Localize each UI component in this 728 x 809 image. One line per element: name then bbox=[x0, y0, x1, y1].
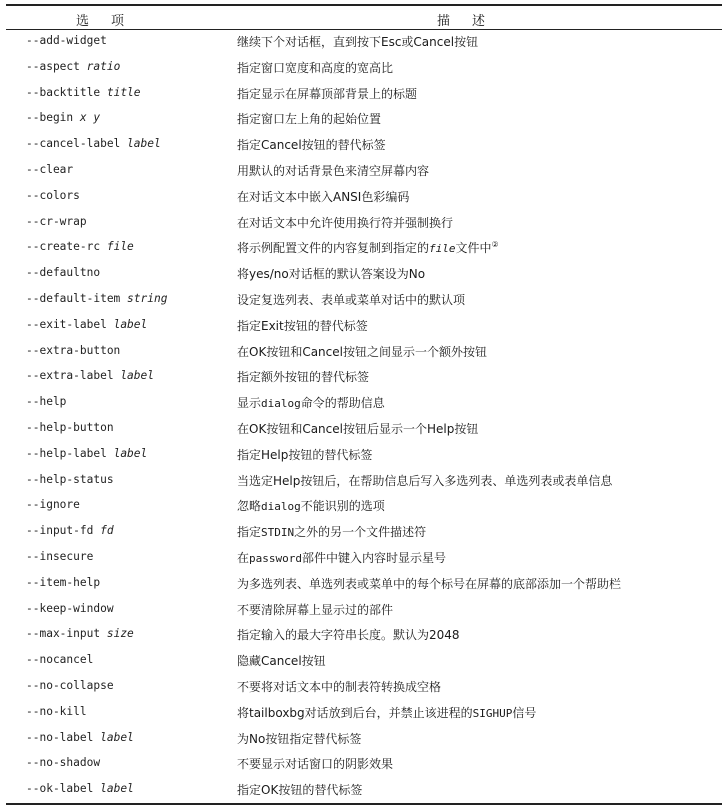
description-text: 在OK按钮和Cancel按钮后显示一个Help按钮 bbox=[237, 421, 479, 436]
table-row bbox=[0, 444, 728, 470]
description-text: 指定OK按钮的替代标签 bbox=[237, 783, 363, 798]
description-cell bbox=[237, 523, 426, 540]
option-name: --help-status bbox=[26, 472, 114, 486]
table-row bbox=[0, 108, 728, 134]
option-name: --cancel-label bbox=[26, 137, 121, 151]
option-cell bbox=[26, 473, 114, 486]
description-text: 在OK按钮和Cancel按钮之间显示一个额外按钮 bbox=[237, 344, 487, 359]
table-row bbox=[0, 212, 728, 238]
option-cell bbox=[26, 576, 100, 589]
description-text: 在 bbox=[237, 550, 250, 565]
option-cell bbox=[26, 318, 147, 331]
option-name: --defaultno bbox=[26, 266, 101, 280]
table-row bbox=[0, 237, 728, 263]
description-text: 为No按钮指定替代标签 bbox=[237, 731, 362, 746]
table-row bbox=[0, 134, 728, 160]
table-row bbox=[0, 57, 728, 83]
description-cell bbox=[237, 265, 425, 282]
option-cell bbox=[26, 421, 114, 434]
table-row bbox=[0, 289, 728, 315]
description-cell bbox=[237, 420, 478, 437]
option-cell bbox=[26, 60, 120, 73]
description-text: 设定复选列表、表单或菜单对话中的默认项 bbox=[237, 292, 466, 307]
option-cell bbox=[26, 756, 100, 769]
option-cell bbox=[26, 111, 100, 124]
table-row bbox=[0, 728, 728, 754]
table-row bbox=[0, 599, 728, 625]
option-name: --begin bbox=[26, 111, 74, 125]
option-name: --insecure bbox=[26, 549, 94, 563]
table-row bbox=[0, 702, 728, 728]
description-text: 指定额外按钮的替代标签 bbox=[237, 370, 370, 385]
option-name: --ok-label bbox=[26, 782, 94, 796]
description-cell bbox=[237, 781, 362, 798]
description-text: 指定显示在屏幕顶部背景上的标题 bbox=[237, 86, 418, 101]
option-cell bbox=[26, 215, 87, 228]
description-text: 不要显示对话窗口的阴影效果 bbox=[237, 757, 394, 772]
description-cell bbox=[237, 59, 393, 76]
option-argument: fd bbox=[100, 524, 114, 538]
description-cell bbox=[237, 472, 612, 489]
option-name: --ignore bbox=[26, 498, 80, 512]
description-text: 命令的帮助信息 bbox=[300, 396, 385, 411]
table-row bbox=[0, 186, 728, 212]
option-name: --aspect bbox=[26, 59, 80, 73]
description-text: 指定Exit按钮的替代标签 bbox=[237, 318, 368, 333]
description-text: 指定 bbox=[237, 525, 262, 540]
description-cell bbox=[237, 497, 385, 514]
description-cell bbox=[237, 704, 536, 721]
option-name: --colors bbox=[26, 188, 80, 202]
option-name: --help-button bbox=[26, 420, 114, 434]
header-option-char-2: 项 bbox=[111, 14, 125, 29]
description-cell bbox=[237, 239, 499, 256]
description-cell bbox=[237, 136, 386, 153]
option-cell bbox=[26, 653, 93, 666]
description-text: 指定Help按钮的替代标签 bbox=[237, 447, 373, 462]
description-text: 指定Cancel按钮的替代标签 bbox=[237, 138, 386, 153]
description-cell bbox=[237, 601, 393, 618]
description-cell bbox=[237, 343, 487, 360]
description-cell bbox=[237, 394, 385, 411]
option-name: --no-shadow bbox=[26, 756, 101, 770]
table-row bbox=[0, 263, 728, 289]
option-cell bbox=[26, 782, 134, 795]
option-argument: label bbox=[100, 730, 134, 744]
header-description bbox=[437, 10, 485, 29]
table-header-rule bbox=[6, 29, 722, 30]
description-code: STDIN bbox=[261, 526, 295, 540]
option-argument: label bbox=[113, 317, 148, 331]
description-text: 将tailboxbg对话放到后台，并禁止该进程的 bbox=[237, 705, 473, 720]
description-cell bbox=[237, 317, 368, 334]
option-name: --input-fd bbox=[26, 524, 94, 538]
header-option-char-1: 选 bbox=[76, 14, 90, 29]
option-name: --help bbox=[26, 395, 67, 409]
description-text: 隐藏Cancel按钮 bbox=[237, 654, 326, 669]
option-name: --help-label bbox=[26, 446, 107, 460]
header-desc-char-2: 述 bbox=[472, 14, 486, 29]
option-name: --default-item bbox=[26, 291, 121, 305]
option-name: --no-collapse bbox=[26, 678, 114, 692]
description-cell bbox=[237, 626, 460, 643]
description-text: 之外的另一个文件描述符 bbox=[294, 525, 427, 540]
option-name: --extra-button bbox=[26, 343, 121, 357]
table-row bbox=[0, 624, 728, 650]
description-text: 不能识别的选项 bbox=[300, 499, 385, 514]
option-name: --max-input bbox=[26, 627, 101, 641]
table-row bbox=[0, 547, 728, 573]
option-cell bbox=[26, 163, 73, 176]
description-cell bbox=[237, 291, 465, 308]
option-name: --nocancel bbox=[26, 653, 94, 667]
option-name: --clear bbox=[26, 162, 74, 176]
option-argument: size bbox=[106, 627, 134, 641]
description-text: 文件中 bbox=[455, 241, 492, 256]
description-cell bbox=[237, 368, 369, 385]
table-header bbox=[0, 6, 728, 29]
description-cell bbox=[237, 678, 441, 695]
table-row bbox=[0, 676, 728, 702]
option-cell bbox=[26, 550, 93, 563]
option-cell bbox=[26, 498, 80, 511]
description-code: file bbox=[429, 242, 456, 256]
option-cell bbox=[26, 524, 114, 537]
option-argument: label bbox=[127, 137, 161, 151]
description-text: 当选定Help按钮后，在帮助信息后写入多选列表、单选列表或表单信息 bbox=[237, 473, 613, 488]
option-name: --no-kill bbox=[26, 704, 87, 718]
description-text: 为多选列表、单选列表或菜单中的每个标号在屏幕的底部添加一个帮助栏 bbox=[237, 576, 622, 591]
description-text: 忽略 bbox=[237, 499, 262, 514]
option-cell bbox=[26, 705, 87, 718]
option-cell bbox=[26, 447, 147, 460]
description-text: 指定输入的最大字符串长度。默认为2048 bbox=[237, 628, 460, 643]
table-row bbox=[0, 366, 728, 392]
description-text: 不要清除屏幕上显示过的部件 bbox=[237, 602, 394, 617]
table-row bbox=[0, 650, 728, 676]
option-cell bbox=[26, 189, 80, 202]
option-cell bbox=[26, 240, 134, 253]
description-cell bbox=[237, 575, 621, 592]
table-body bbox=[0, 31, 728, 805]
description-text: 在对话文本中允许使用换行符并强制换行 bbox=[237, 215, 454, 230]
table-row bbox=[0, 753, 728, 779]
option-cell bbox=[26, 369, 154, 382]
table-row bbox=[0, 341, 728, 367]
option-name: --item-help bbox=[26, 575, 101, 589]
table-row bbox=[0, 495, 728, 521]
description-text: 用默认的对话背景色来清空屏幕内容 bbox=[237, 163, 430, 178]
description-text: 显示 bbox=[237, 396, 262, 411]
option-name: --extra-label bbox=[26, 369, 114, 383]
description-cell bbox=[237, 33, 478, 50]
table-row bbox=[0, 418, 728, 444]
header-option bbox=[76, 10, 124, 29]
option-argument: label bbox=[100, 782, 134, 796]
option-cell bbox=[26, 602, 114, 615]
option-cell bbox=[26, 731, 134, 744]
table-row bbox=[0, 160, 728, 186]
option-cell bbox=[26, 266, 100, 279]
option-cell bbox=[26, 627, 134, 640]
table-row bbox=[0, 779, 728, 805]
description-code: dialog bbox=[261, 397, 301, 411]
description-cell bbox=[237, 110, 381, 127]
option-cell bbox=[26, 34, 107, 47]
option-argument: ratio bbox=[86, 59, 121, 73]
option-name: --exit-label bbox=[26, 317, 107, 331]
table-row bbox=[0, 31, 728, 57]
option-cell bbox=[26, 679, 114, 692]
option-argument: title bbox=[106, 85, 141, 99]
table-row bbox=[0, 315, 728, 341]
description-cell bbox=[237, 85, 417, 102]
option-cell bbox=[26, 395, 66, 408]
option-name: --add-widget bbox=[26, 34, 107, 47]
option-argument: file bbox=[106, 240, 134, 254]
option-name: --no-label bbox=[26, 730, 94, 744]
description-text: 继续下个对话框，直到按下Esc或Cancel按钮 bbox=[237, 35, 479, 49]
description-text: 在对话文本中嵌入ANSI色彩编码 bbox=[237, 189, 410, 204]
option-cell bbox=[26, 344, 120, 357]
option-cell bbox=[26, 137, 161, 150]
option-argument: string bbox=[127, 291, 168, 305]
description-text: 指定窗口左上角的起始位置 bbox=[237, 112, 382, 127]
option-name: --cr-wrap bbox=[26, 214, 87, 228]
description-cell bbox=[237, 730, 361, 747]
option-argument: label bbox=[113, 446, 148, 460]
table-row bbox=[0, 573, 728, 599]
description-text: 不要将对话文本中的制表符转换成空格 bbox=[237, 679, 442, 694]
description-text: 指定窗口宽度和高度的宽高比 bbox=[237, 60, 394, 75]
description-text: 部件中键入内容时显示星号 bbox=[302, 550, 447, 565]
option-argument: label bbox=[120, 369, 154, 383]
description-cell bbox=[237, 162, 429, 179]
option-cell bbox=[26, 86, 141, 99]
description-code: SIGHUP bbox=[472, 706, 513, 720]
table-row bbox=[0, 470, 728, 496]
description-cell bbox=[237, 188, 409, 205]
description-text: 将示例配置文件的内容复制到指定的 bbox=[237, 241, 430, 256]
table-row bbox=[0, 392, 728, 418]
option-cell bbox=[26, 292, 167, 305]
footnote-marker: ② bbox=[491, 240, 499, 250]
description-cell bbox=[237, 214, 453, 231]
description-text: 将yes/no对话框的默认答案设为No bbox=[237, 267, 426, 282]
description-code: dialog bbox=[261, 500, 301, 514]
option-name: --create-rc bbox=[26, 240, 101, 254]
description-cell bbox=[237, 755, 393, 772]
header-desc-char-1: 描 bbox=[437, 14, 451, 29]
option-name: --keep-window bbox=[26, 601, 114, 615]
option-name: --backtitle bbox=[26, 85, 101, 99]
description-cell bbox=[237, 549, 446, 566]
description-cell bbox=[237, 652, 326, 669]
table-row bbox=[0, 83, 728, 109]
option-argument: x y bbox=[79, 111, 101, 125]
description-text: 信号 bbox=[512, 705, 537, 720]
description-cell bbox=[237, 446, 372, 463]
description-code: password bbox=[249, 551, 302, 565]
table-row bbox=[0, 521, 728, 547]
table-bottom-rule bbox=[6, 803, 722, 805]
